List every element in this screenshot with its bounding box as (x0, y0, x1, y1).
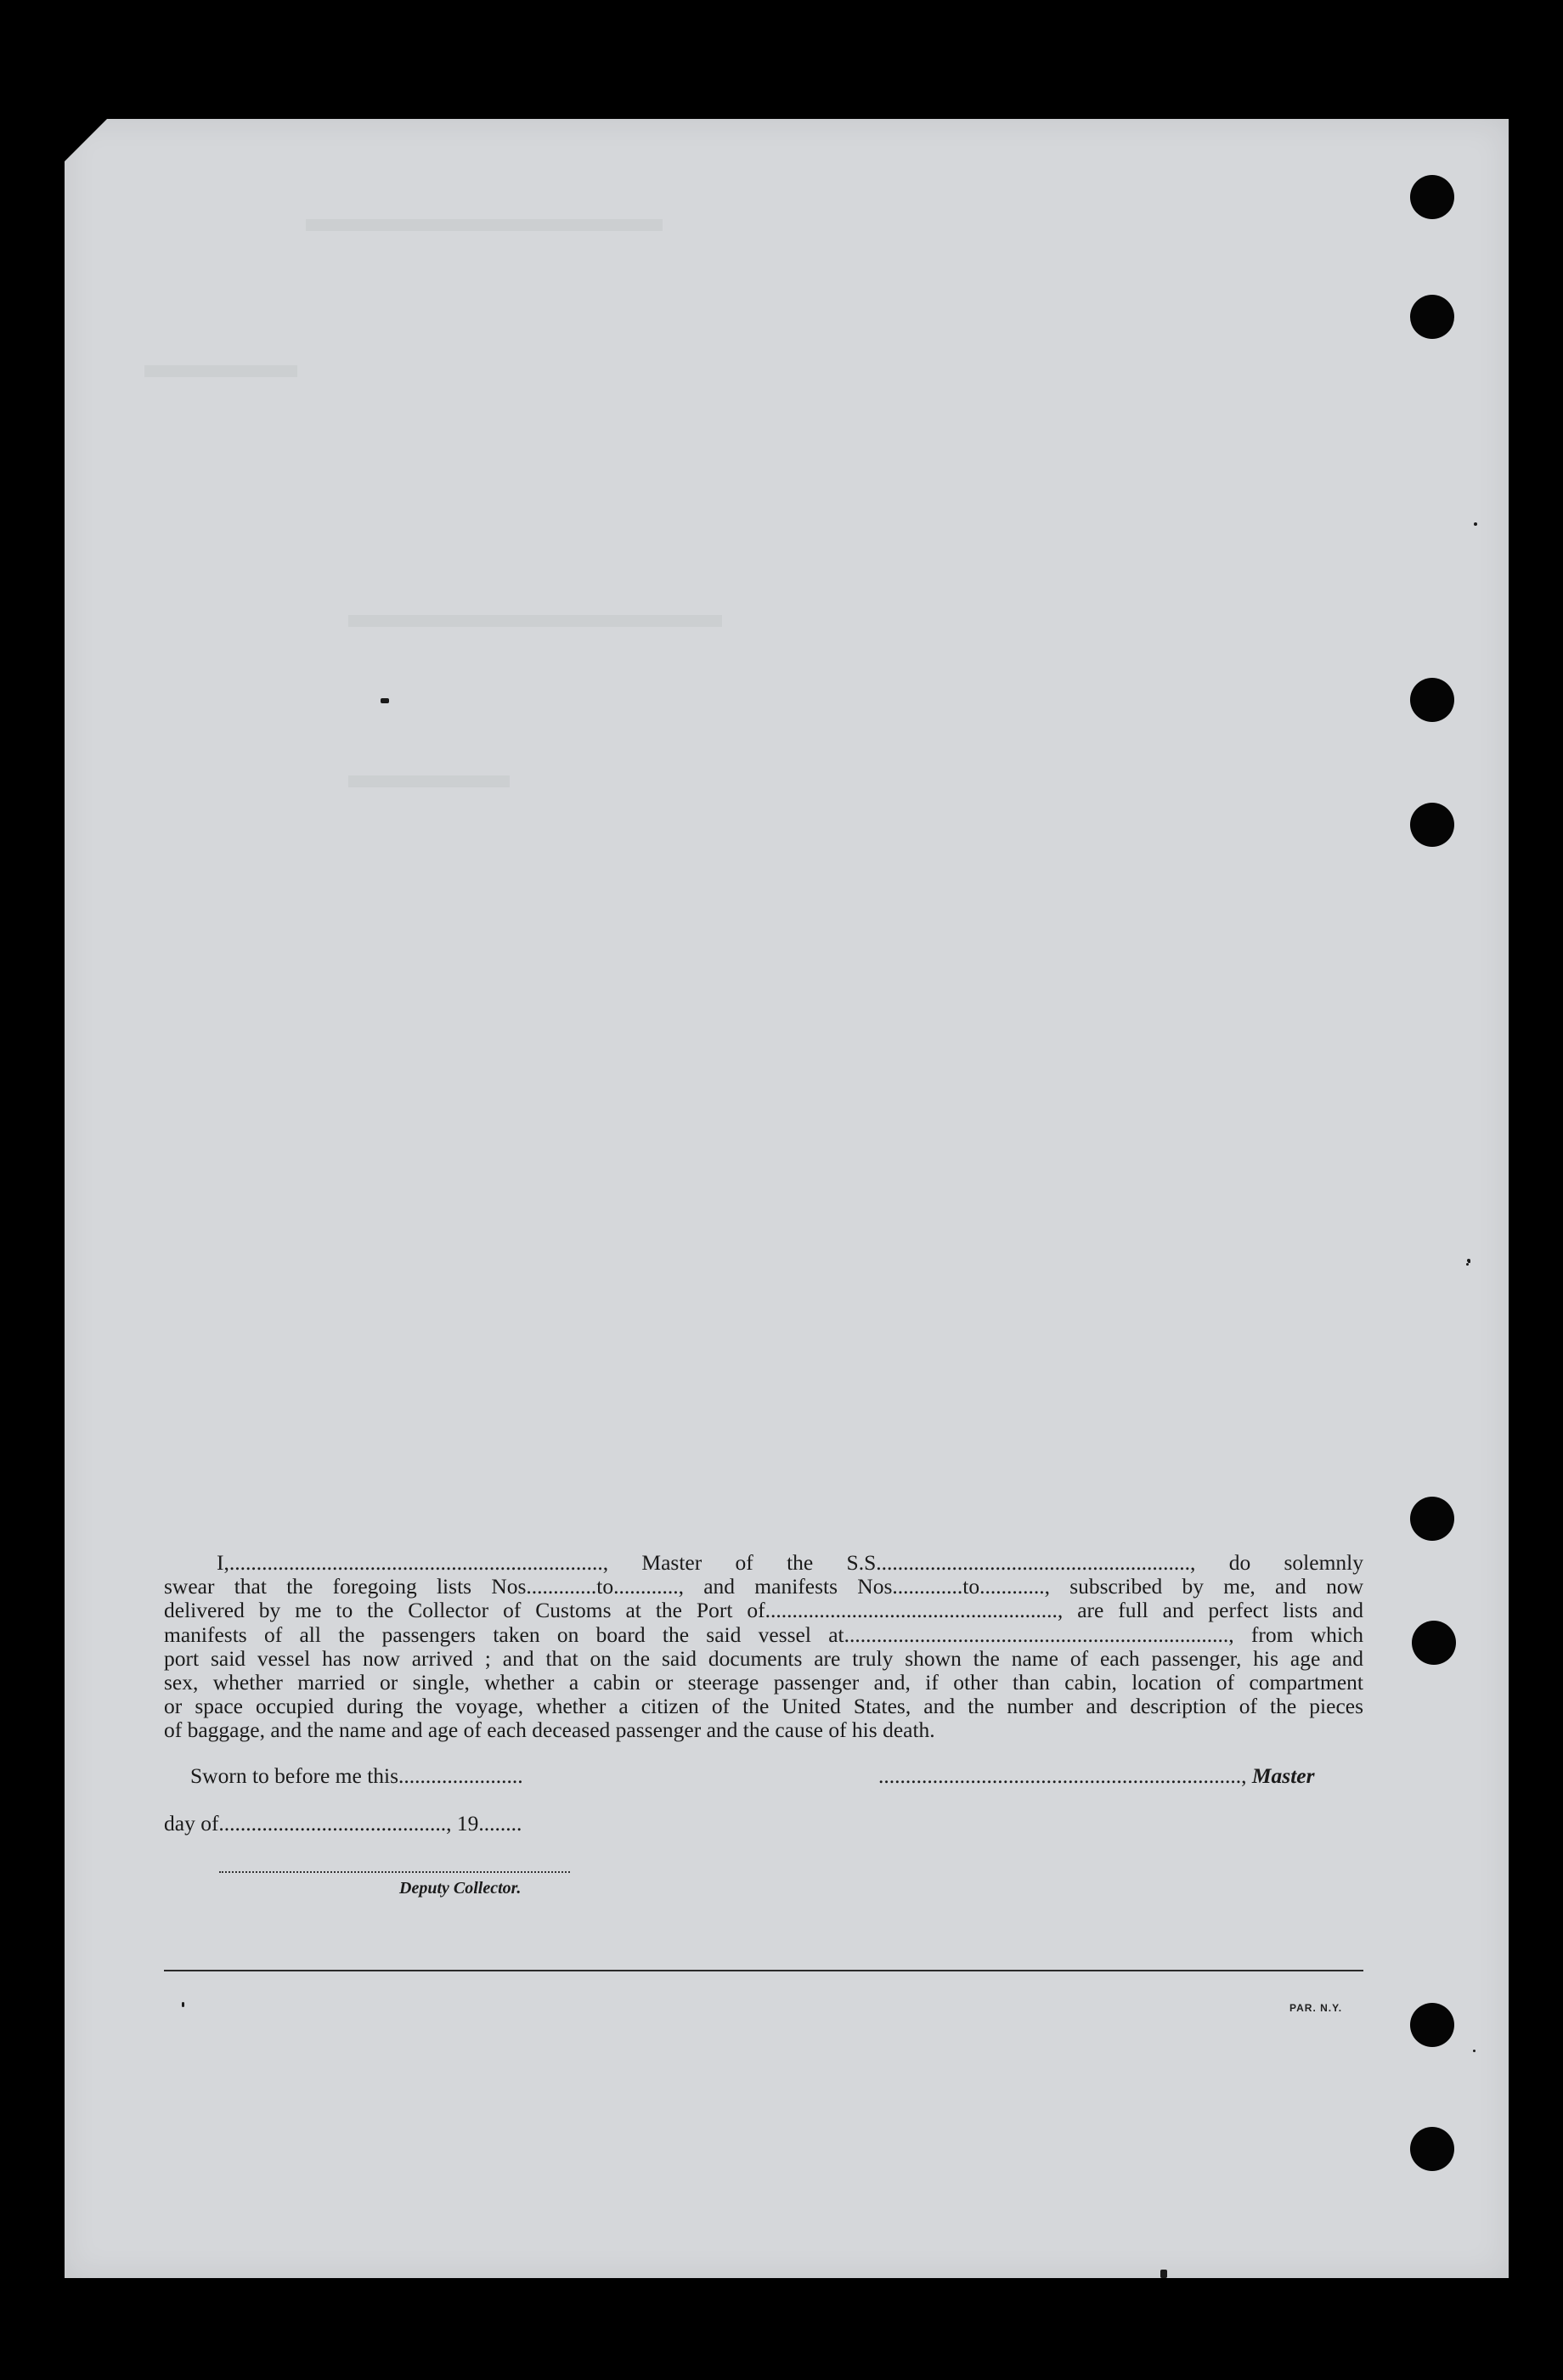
punch-hole (1410, 2127, 1454, 2171)
scan-speck (1468, 1260, 1470, 1263)
deputy-collector-label: Deputy Collector. (399, 1879, 522, 1898)
manifest-sheet (65, 119, 1509, 2278)
master-signature-line: ..................................................................., Master (878, 1763, 1315, 1788)
punch-hole (1410, 175, 1454, 219)
bleed-through-texture (348, 775, 510, 787)
sworn-before-line: Sworn to before me this....................... (190, 1763, 523, 1788)
scan-speck (381, 698, 389, 703)
punch-hole (1412, 1621, 1456, 1665)
oath-line: sex, whether married or single, whether a cabin or steerage passenger and, if other than cabin, location of compartment (164, 1670, 1363, 1695)
scan-speck (182, 2002, 184, 2007)
oath-line: manifests of all the passengers taken on board the said vessel at......................................................................., from which (164, 1621, 1363, 1647)
punch-hole (1410, 803, 1454, 847)
punch-hole (1410, 2003, 1454, 2047)
day-of-line: day of.........................................., 19........ (164, 1811, 522, 1836)
punch-hole (1410, 1497, 1454, 1541)
bleed-through-texture (144, 365, 297, 377)
oath-line: I,....................................................................., Master of the S.S.........................................................., do solemnly (217, 1550, 1363, 1575)
bleed-through-texture (306, 219, 663, 231)
printer-mark: PAR. N.Y. (1289, 2002, 1343, 2014)
oath-line: of baggage, and the name and age of each deceased passenger and the cause of his death. (164, 1717, 935, 1743)
scan-speck (1474, 522, 1477, 526)
bleed-through-texture (348, 615, 722, 627)
oath-line: port said vessel has now arrived ; and that on the said documents are truly shown the name of each passenger, his age and (164, 1645, 1363, 1671)
oath-line: swear that the foregoing lists Nos.............to............, and manifests Nos.............to............, subscribed by me, and now (164, 1574, 1363, 1599)
punch-hole (1410, 678, 1454, 722)
punch-hole (1410, 295, 1454, 339)
scan-speck (1473, 2050, 1476, 2052)
deputy-collector-signature-line (219, 1871, 570, 1873)
oath-line: or space occupied during the voyage, whether a citizen of the United States, and the number and description of the pieces (164, 1694, 1363, 1719)
master-label: Master (1251, 1763, 1315, 1788)
footer-rule (164, 1970, 1363, 1971)
scan-speck (1466, 1263, 1469, 1266)
oath-line: delivered by me to the Collector of Customs at the Port of......................................................, are full and perfect lists and (164, 1598, 1363, 1623)
master-oath-paragraph (164, 1551, 1363, 1743)
scan-speck (1160, 2270, 1167, 2278)
folded-corner (65, 119, 107, 161)
